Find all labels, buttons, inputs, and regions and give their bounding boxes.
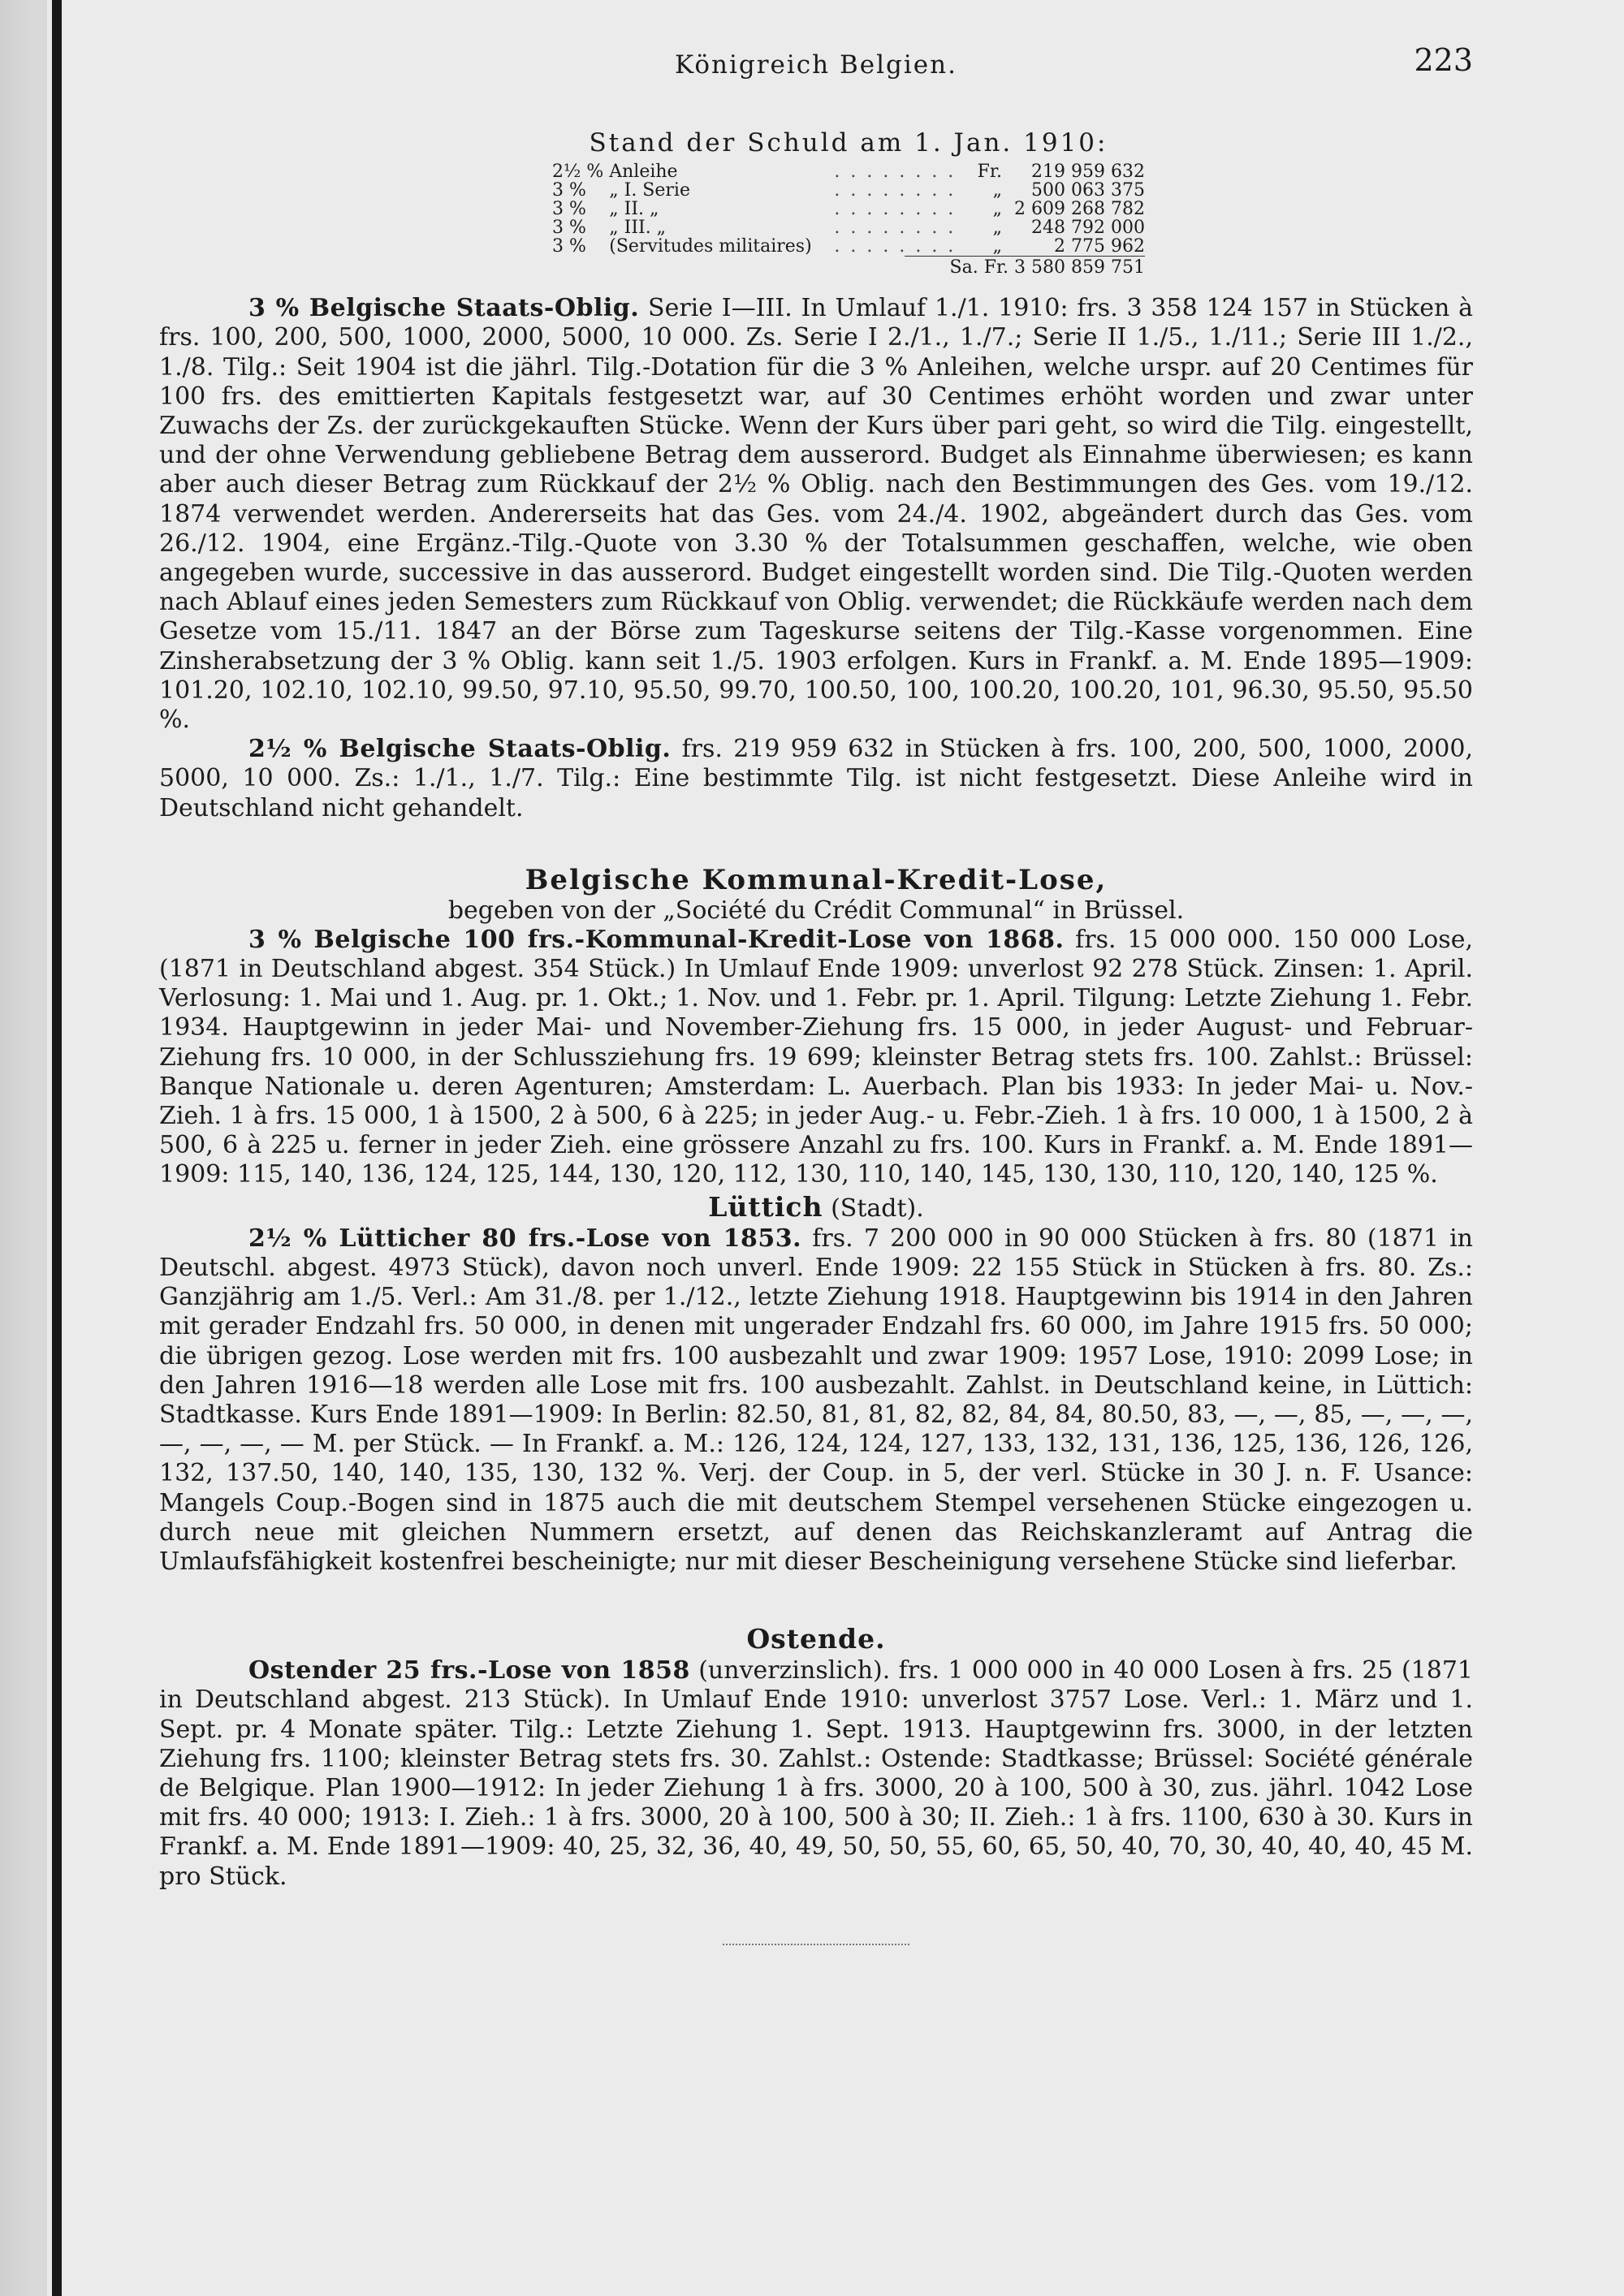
- debt-rate: 3 %: [552, 236, 586, 257]
- debt-row: [552, 200, 1145, 218]
- debt-currency: „: [992, 218, 1002, 239]
- debt-amount: 219 959 632: [1031, 162, 1145, 183]
- debt-row: [552, 162, 1145, 181]
- entry-heading: 2½ % Lütticher 80 frs.-Lose von 1853.: [248, 1224, 802, 1253]
- running-header: [159, 41, 1473, 89]
- debt-dots: . . . . . . . .: [834, 162, 957, 182]
- debt-dots: . . . . . . . .: [834, 181, 957, 201]
- entry-heading: 3 % Belgische Staats-Oblig.: [248, 294, 640, 323]
- section-title-luettich: [159, 1192, 1473, 1224]
- section-title-ostende: [159, 1624, 1473, 1656]
- entry-text: frs. 219 959 632 in Stücken à frs. 100, 200, 500, 1000, 2000, 5000, 10 000. Zs.: 1./1., 1./7. Tilg.: Eine bestimmte Tilg. ist nicht festgesetzt. Diese Anleihe wird in Deutschland nicht gehandelt.: [159, 735, 1473, 822]
- debt-currency: „: [992, 236, 1002, 257]
- debt-rows: [552, 162, 1145, 256]
- end-divider: [723, 1944, 909, 1945]
- entry-text: Serie I—III. In Umlauf 1./1. 1910: frs. 3 358 124 157 in Stücken à frs. 100, 200, 500, 1000, 2000, 5000, 10 000. Zs. Serie I 2./1., 1./7.; Serie II 1./5., 1./11.; Serie III 1./2., 1./8. Tilg.: Seit 1904 ist die jährl. Tilg.-Dotation für die 3 % Anleihen, welche urspr. auf 20 Centimes für 100 frs. des emittierten Kapitals festgesetzt war, auf 30 Centimes erhöht worden und zwar unter Zuwachs der Zs. der zurückgekauften Stücke. Wenn der Kurs über pari geht, so wird die Tilg. eingestellt, und der ohne Verwendung gebliebene Betrag dem ausserord. Budget als Einnahme überwiesen; es kann aber auch dieser Betrag zum Rückkauf der 2½ % Oblig. nach den Bestimmungen des Ges. vom 19./12. 1874 verwendet werden. Andererseits hat das Ges. vom 24./4. 1902, abgeändert durch das Ges. vom 26./12. 1904, eine Ergänz.-Tilg.-Quote von 3.30 % der Totalsummen geschaffen, welche, wie oben angegeben wurde, successive in das ausserord. Budget eingestellt worden sind. Die Tilg.-Quoten werden nach Ablauf eines jeden Semesters zum Rückkauf von Oblig. verwendet; die Rückkäufe werden nach dem Gesetze vom 15./11. 1847 an der Börse zum Tageskurse seitens der Tilg.-Kasse vorgenommen. Eine Zinsherabsetzung der 3 % Oblig. kann seit 1./5. 1903 erfolgen. Kurs in Frankf. a. M. Ende 1895—1909: 101.20, 102.10, 102.10, 99.50, 97.10, 95.50, 99.70, 100.50, 100, 100.20, 100.20, 101, 96.30, 95.50, 95.50 %.: [159, 294, 1473, 735]
- paragraph-kommunal-lose: [159, 926, 1473, 1190]
- debt-rate: 3 %: [552, 218, 586, 239]
- debt-rate: 2½ %: [552, 162, 604, 183]
- debt-status-title: Stand der Schuld am 1. Jan. 1910:: [589, 128, 1108, 158]
- entry-text: frs. 7 200 000 in 90 000 Stücken à frs. 80 (1871 in Deutschl. abgest. 4973 Stück), davon noch unverl. Ende 1909: 22 155 Stück in Stücken à frs. 80. Zs.: Ganzjährig am 1./5. Verl.: Am 31./8. per 1./12., letzte Ziehung 1918. Hauptgewinn bis 1914 in den Jahren mit gerader Endzahl frs. 50 000, in denen mit ungerader Endzahl frs. 60 000, im Jahre 1915 frs. 50 000; die übrigen gezog. Lose werden mit frs. 100 ausbezahlt und zwar 1909: 1957 Lose, 1910: 2099 Lose; in den Jahren 1916—18 werden alle Lose mit frs. 100 ausbezahlt. Zahlst. in Deutschland keine, in Lüttich: Stadtkasse. Kurs Ende 1891—1909: In Berlin: 82.50, 81, 81, 82, 82, 84, 84, 80.50, 83, —, —, 85, —, —, —, —, —, —, — M. per Stück. — In Frankf. a. M.: 126, 124, 124, 127, 133, 132, 131, 136, 125, 136, 126, 126, 132, 137.50, 140, 140, 135, 130, 132 %. Verj. der Coup. in 5, der verl. Stücke in 30 J. n. F. Usance: Mangels Coup.-Bogen sind in 1875 auch die mit deutschem Stempel versehenen Stücke eingezogen u. durch neue mit gleichen Nummern ersetzt, auf denen das Reichskanzleramt auf Antrag die Umlaufsfähigkeit kostenfrei bescheinigte; nur mit dieser Bescheinigung versehene Stücke sind lieferbar.: [159, 1224, 1474, 1576]
- city-name: Ostende.: [746, 1623, 886, 1655]
- debt-label: (Servitudes militaires): [609, 236, 812, 257]
- city-name: Lüttich: [708, 1190, 823, 1223]
- debt-label: „ I. Serie: [609, 180, 690, 201]
- debt-status-table: [552, 128, 1145, 279]
- debt-currency: „: [992, 199, 1002, 220]
- debt-dots: . . . . . . . .: [834, 237, 957, 257]
- entry-heading: Ostender 25 frs.-Lose von 1858: [248, 1656, 690, 1685]
- section-subtitle-kommunal: begeben von der „Société du Crédit Communal“ in Brüssel.: [447, 896, 1185, 925]
- page-number: 223: [1414, 42, 1473, 78]
- entry-text: frs. 15 000 000. 150 000 Lose, (1871 in Deutschland abgest. 354 Stück.) In Umlauf Ende 1909: unverlost 92 278 Stück. Zinsen: 1. April. Verlosung: 1. Mai und 1. Aug. pr. 1. Okt.; 1. Nov. und 1. Febr. pr. 1. April. Tilgung: Letzte Ziehung 1. Febr. 1934. Hauptgewinn in jeder Mai- und November-Ziehung frs. 15 000, in jeder August- und Februar-Ziehung frs. 10 000, in der Schlussziehung frs. 19 699; kleinster Betrag stets frs. 100. Zahlst.: Brüssel: Banque Nationale u. deren Agenturen; Amsterdam: L. Auerbach. Plan bis 1933: In jeder Mai- u. Nov.-Zieh. 1 à frs. 15 000, 1 à 1500, 2 à 500, 6 à 225; in jeder Aug.- u. Febr.-Zieh. 1 à frs. 10 000, 1 à 1500, 2 à 500, 6 à 225 u. ferner in jeder Zieh. eine grössere Anzahl zu frs. 100. Kurs in Frankf. a. M. Ende 1891—1909: 115, 140, 136, 124, 125, 144, 130, 120, 112, 130, 110, 140, 145, 130, 130, 110, 120, 140, 125 %.: [159, 925, 1473, 1189]
- entry-text: (unverzinslich). frs. 1 000 000 in 40 000 Losen à frs. 25 (1871 in Deutschland abgest. 213 Stück). In Umlauf Ende 1910: unverlost 3757 Lose. Verl.: 1. März und 1. Sept. pr. 4 Monate später. Tilg.: Letzte Ziehung 1. Sept. 1913. Hauptgewinn frs. 3000, in der letzten Ziehung frs. 1100; kleinster Betrag stets frs. 30. Zahlst.: Ostende: Stadtkasse; Brüssel: Société générale de Belgique. Plan 1900—1912: In jeder Ziehung 1 à frs. 3000, 20 à 100, 500 à 30, zus. jährl. 1042 Lose mit frs. 40 000; 1913: I. Zieh.: 1 à frs. 3000, 20 à 100, 500 à 30; II. Zieh.: 1 à frs. 1100, 630 à 30. Kurs in Frankf. a. M. Ende 1891—1909: 40, 25, 32, 36, 40, 49, 50, 50, 55, 60, 65, 50, 40, 70, 30, 40, 40, 40, 45 M. pro Stück.: [159, 1656, 1473, 1891]
- debt-rate: 3 %: [552, 180, 586, 201]
- debt-row: [552, 181, 1145, 200]
- book-page: [159, 41, 1473, 1945]
- debt-row: [552, 237, 1145, 256]
- debt-rate: 3 %: [552, 199, 586, 220]
- debt-amount: 500 063 375: [1031, 180, 1145, 201]
- debt-label: Anleihe: [609, 162, 678, 183]
- entry-heading: 2½ % Belgische Staats-Oblig.: [248, 735, 672, 764]
- debt-total: Sa. Fr. 3 580 859 751: [905, 256, 1145, 279]
- paragraph-3pct-staats-oblig: [159, 294, 1473, 735]
- running-title: Königreich Belgien.: [675, 50, 957, 80]
- binding-shadow: [52, 0, 62, 2296]
- city-suffix: (Stadt).: [831, 1193, 924, 1223]
- page-edge: [0, 0, 47, 2296]
- debt-currency: „: [992, 180, 1002, 201]
- debt-label: „ II. „: [609, 199, 659, 220]
- paragraph-luettich-lose: [159, 1224, 1473, 1577]
- debt-amount: 2 609 268 782: [1014, 199, 1145, 220]
- entry-heading: 3 % Belgische 100 frs.-Kommunal-Kredit-Lose von 1868.: [248, 925, 1065, 954]
- section-title-kommunal: Belgische Kommunal-Kredit-Lose,: [525, 863, 1108, 896]
- debt-amount: 2 775 962: [1054, 236, 1145, 257]
- debt-amount: 248 792 000: [1031, 218, 1145, 239]
- debt-label: „ III. „: [609, 218, 667, 239]
- paragraph-ostende-lose: [159, 1656, 1473, 1892]
- debt-row: [552, 218, 1145, 237]
- debt-dots: . . . . . . . .: [834, 200, 957, 219]
- debt-currency: Fr.: [977, 162, 1002, 183]
- debt-dots: . . . . . . . .: [834, 218, 957, 238]
- paragraph-2-5pct-staats-oblig: [159, 735, 1473, 823]
